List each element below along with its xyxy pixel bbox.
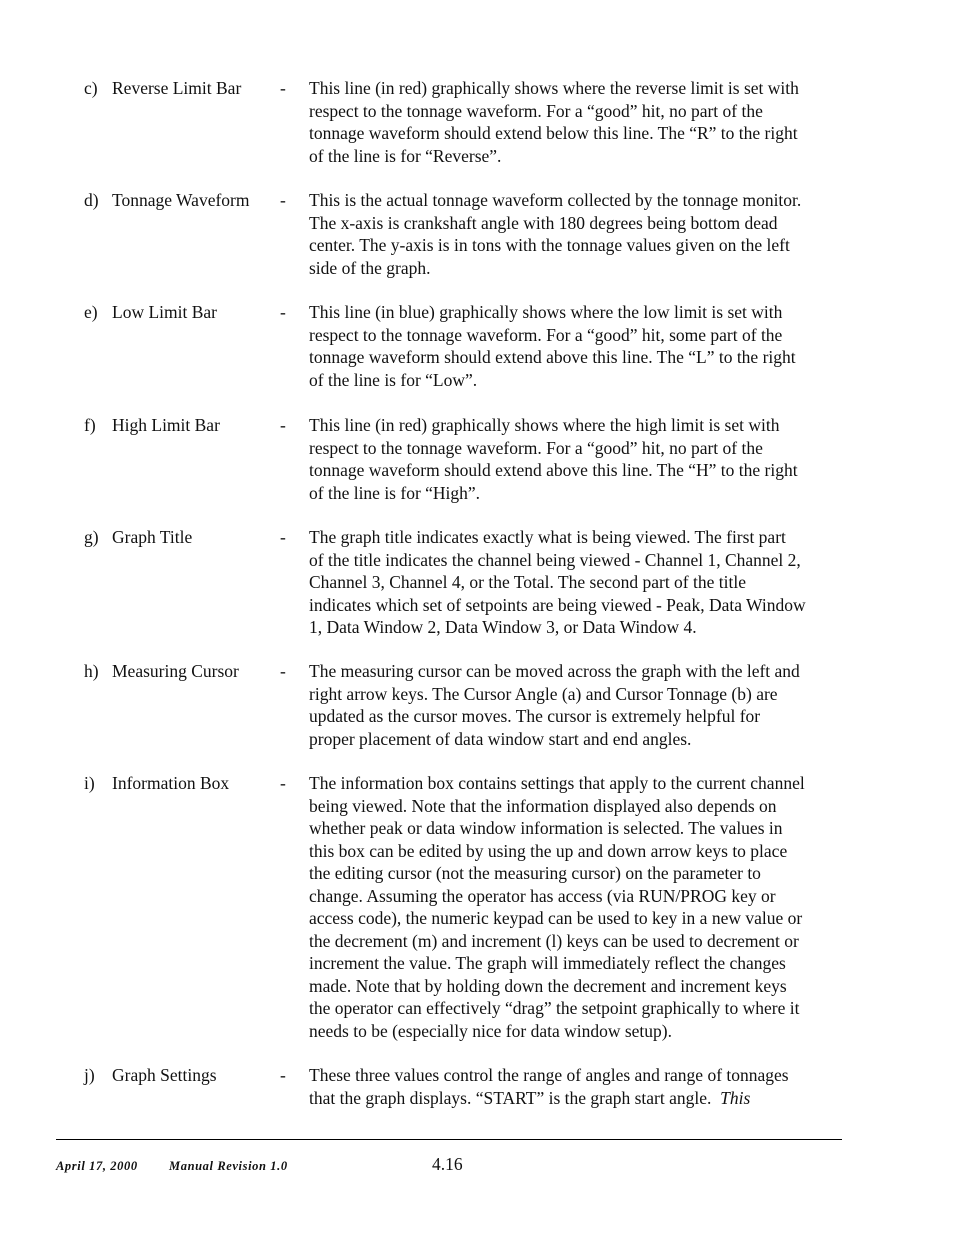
entry-letter: e) bbox=[84, 302, 98, 322]
italic-continuation: This bbox=[720, 1087, 751, 1108]
entry-description bbox=[309, 660, 849, 750]
entry-description bbox=[309, 526, 849, 639]
entry-letter: c) bbox=[84, 78, 98, 98]
description-line: access code), the numeric keypad can be used to key in a new value or bbox=[309, 908, 803, 928]
description-line: of the line is for “Low”. bbox=[309, 369, 478, 390]
description-line: tonnage waveform should extend above this line. The “H” to the right bbox=[309, 460, 798, 480]
description-line: made. Note that by holding down the decrement and increment keys bbox=[309, 975, 787, 996]
description-line: the editing cursor (not the measuring cursor) on the parameter to bbox=[309, 863, 761, 883]
entry-term: Graph Title bbox=[112, 527, 193, 547]
description-line: tonnage waveform should extend below this line. The “R” to the right bbox=[309, 123, 798, 143]
entry-description bbox=[309, 414, 849, 504]
description-line: side of the graph. bbox=[309, 257, 431, 278]
entry-term: Tonnage Waveform bbox=[112, 190, 250, 210]
description-line: whether peak or data window information is selected. The values in bbox=[309, 818, 783, 838]
description-line: Channel 3, Channel 4, or the Total. The second part of the title bbox=[309, 572, 746, 592]
description-line: increment the value. The graph will immediately reflect the changes bbox=[309, 953, 786, 973]
entry-dash: - bbox=[280, 661, 286, 681]
description-line: updated as the cursor moves. The cursor is extremely helpful for bbox=[309, 706, 761, 726]
description-line: change. Assuming the operator has access (via RUN/PROG key or bbox=[309, 885, 776, 906]
entry-term: Measuring Cursor bbox=[112, 661, 239, 681]
footer-divider bbox=[56, 1139, 842, 1140]
entry-dash: - bbox=[280, 773, 286, 793]
entry-term: Information Box bbox=[112, 773, 230, 793]
description-line: respect to the tonnage waveform. For a “good” hit, no part of the bbox=[309, 100, 763, 121]
entry-term: Low Limit Bar bbox=[112, 302, 217, 322]
description-line: center. The y-axis is in tons with the tonnage values given on the left bbox=[309, 235, 790, 255]
footer-date: April 17, 2000 bbox=[56, 1159, 138, 1173]
entry-letter: j) bbox=[84, 1065, 95, 1085]
entry-description bbox=[309, 189, 849, 279]
description-line: of the title indicates the channel being viewed - Channel 1, Channel 2, bbox=[309, 549, 801, 570]
entry-dash: - bbox=[280, 415, 286, 435]
entry-description bbox=[309, 772, 849, 1042]
entry-dash: - bbox=[280, 78, 286, 98]
entry-letter: d) bbox=[84, 190, 99, 210]
description-line: This is the actual tonnage waveform collected by the tonnage monitor. bbox=[309, 190, 802, 210]
description-line: the decrement (m) and increment (l) keys can be used to decrement or bbox=[309, 930, 799, 951]
description-line: These three values control the range of angles and range of tonnages bbox=[309, 1065, 789, 1085]
description-text: that the graph displays. “START” is the graph start angle. bbox=[309, 1087, 712, 1108]
entry-term: Reverse Limit Bar bbox=[112, 78, 242, 98]
entry-letter: g) bbox=[84, 527, 99, 547]
description-line: respect to the tonnage waveform. For a “good” hit, some part of the bbox=[309, 324, 783, 345]
description-line: The x-axis is crankshaft angle with 180 degrees being bottom dead bbox=[309, 212, 778, 233]
description-line: of the line is for “Reverse”. bbox=[309, 145, 502, 166]
entry-letter: f) bbox=[84, 415, 96, 435]
entry-letter: i) bbox=[84, 773, 95, 793]
description-line: the operator can effectively “drag” the setpoint graphically to where it bbox=[309, 998, 800, 1018]
entry-term: High Limit Bar bbox=[112, 415, 220, 435]
description-line: proper placement of data window start and end angles. bbox=[309, 728, 692, 749]
description-line: of the line is for “High”. bbox=[309, 482, 481, 503]
entry-description bbox=[309, 1064, 849, 1109]
description-line: The graph title indicates exactly what is being viewed. The first part bbox=[309, 527, 786, 547]
entry-dash: - bbox=[280, 302, 286, 322]
description-line: The information box contains settings that apply to the current channel bbox=[309, 773, 805, 793]
description-line: This line (in red) graphically shows where the high limit is set with bbox=[309, 415, 780, 435]
description-line: This line (in blue) graphically shows where the low limit is set with bbox=[309, 302, 783, 322]
entry-letter: h) bbox=[84, 661, 99, 681]
description-line: The measuring cursor can be moved across the graph with the left and bbox=[309, 661, 800, 681]
description-line: This line (in red) graphically shows where the reverse limit is set with bbox=[309, 78, 799, 98]
description-line: respect to the tonnage waveform. For a “good” hit, no part of the bbox=[309, 437, 763, 458]
description-line: indicates which set of setpoints are being viewed - Peak, Data Window bbox=[309, 594, 806, 615]
description-line: tonnage waveform should extend above this line. The “L” to the right bbox=[309, 347, 796, 367]
entry-dash: - bbox=[280, 1065, 286, 1085]
footer-revision: Manual Revision 1.0 bbox=[169, 1159, 288, 1173]
description-line: this box can be edited by using the up and down arrow keys to place bbox=[309, 840, 788, 861]
description-line: needs to be (especially nice for data window setup). bbox=[309, 1020, 672, 1041]
entry-description bbox=[309, 77, 849, 167]
description-line: 1, Data Window 2, Data Window 3, or Data Window 4. bbox=[309, 617, 697, 637]
entry-dash: - bbox=[280, 190, 286, 210]
entry-term: Graph Settings bbox=[112, 1065, 217, 1085]
description-line bbox=[309, 1087, 849, 1110]
description-line: right arrow keys. The Cursor Angle (a) and Cursor Tonnage (b) are bbox=[309, 683, 778, 704]
entry-dash: - bbox=[280, 527, 286, 547]
entry-description bbox=[309, 301, 849, 391]
page-number: 4.16 bbox=[432, 1154, 463, 1174]
description-line: being viewed. Note that the information displayed also depends on bbox=[309, 795, 777, 816]
